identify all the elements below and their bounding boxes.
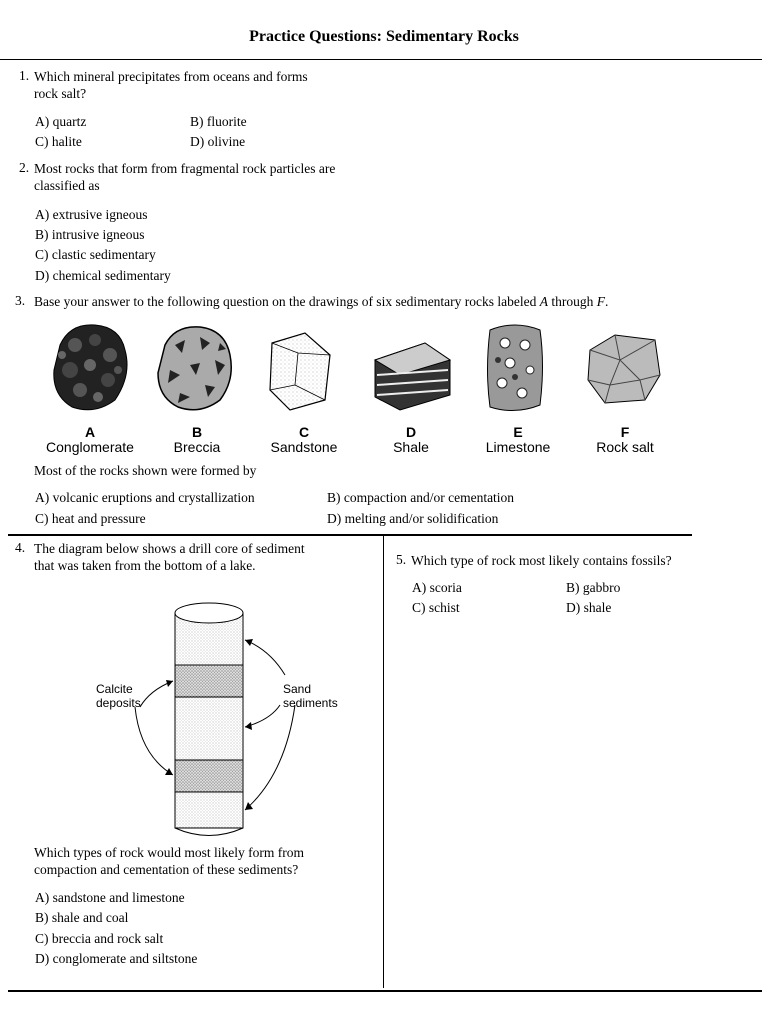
footer-divider (8, 990, 762, 992)
q3-option-c[interactable]: C) heat and pressure (35, 511, 146, 526)
rock-label-d (351, 425, 471, 455)
q4-stem-line1: Which types of rock would most likely form from (34, 845, 304, 860)
q1-option-c[interactable]: C) halite (35, 134, 82, 149)
q5-number: 5. (396, 552, 407, 567)
rock-shale-drawing (375, 343, 450, 410)
rock-label-f (565, 425, 685, 455)
core-bottom-curve (175, 828, 243, 836)
q1-text (34, 68, 308, 102)
q4-option-b[interactable]: B) shale and coal (35, 910, 129, 925)
q4-stem (34, 844, 304, 878)
core-calcite-layer-lower (175, 760, 243, 792)
q3-text-end: . (605, 294, 609, 309)
label-calcite-line1: Calcite (96, 682, 133, 696)
q5-option-b[interactable]: B) gabbro (566, 580, 621, 595)
label-calcite-deposits (96, 682, 141, 710)
q2-number: 2. (19, 160, 30, 175)
q2-text-line1: Most rocks that form from fragmental rock particles are (34, 161, 336, 176)
q3-stem: Most of the rocks shown were formed by (34, 463, 257, 478)
rock-letter-f: F (620, 424, 630, 440)
core-calcite-layer-upper (175, 665, 243, 697)
q2-option-b[interactable]: B) intrusive igneous (35, 227, 145, 242)
rock-letter-b: B (191, 424, 203, 440)
label-sand-line2: sediments (283, 696, 338, 710)
rock-letter-d: D (405, 424, 417, 440)
q4-text-line2: that was taken from the bottom of a lake. (34, 558, 256, 573)
q3-option-a[interactable]: A) volcanic eruptions and crystallization (35, 490, 255, 505)
rock-name-e: Limestone (485, 439, 551, 455)
rock-salt-drawing (588, 335, 660, 403)
q3-text-a: A (539, 294, 549, 309)
page-title: Practice Questions: Sedimentary Rocks (249, 28, 519, 45)
label-calcite-line2: deposits (96, 696, 141, 710)
q1-option-d[interactable]: D) olivine (190, 134, 246, 149)
core-body (175, 613, 243, 828)
q4-text (34, 540, 305, 574)
q5-option-d[interactable]: D) shale (566, 600, 612, 615)
rock-name-c: Sandstone (270, 439, 338, 455)
core-top (175, 603, 243, 623)
q4-option-d[interactable]: D) conglomerate and siltstone (35, 951, 198, 966)
q4-option-a[interactable]: A) sandstone and limestone (35, 890, 185, 905)
q5-text: Which type of rock most likely contains fossils? (411, 553, 672, 568)
rock-name-a: Conglomerate (46, 439, 134, 455)
q1-text-line2: rock salt? (34, 86, 87, 101)
q3-text-f: F (596, 294, 606, 309)
rock-label-a (30, 425, 150, 455)
rock-name-b: Breccia (173, 439, 221, 455)
q1-option-a[interactable]: A) quartz (35, 114, 87, 129)
rock-label-e (458, 425, 578, 455)
title-divider (0, 59, 762, 60)
drill-core-diagram (80, 595, 370, 845)
rock-breccia-drawing (158, 327, 231, 410)
q3-number: 3. (15, 293, 26, 308)
column-divider (383, 536, 384, 988)
label-sand-sediments (283, 682, 338, 710)
q1-number: 1. (19, 68, 30, 83)
q3-text-mid: through (548, 294, 597, 309)
q4-text-line1: The diagram below shows a drill core of sediment (34, 541, 305, 556)
q4-number: 4. (15, 540, 26, 555)
q2-option-c[interactable]: C) clastic sedimentary (35, 247, 156, 262)
rock-limestone-drawing (488, 325, 543, 411)
section-divider (8, 534, 692, 536)
q3-option-b[interactable]: B) compaction and/or cementation (327, 490, 515, 505)
q1-text-line1: Which mineral precipitates from oceans and forms (34, 69, 308, 84)
q2-option-a[interactable]: A) extrusive igneous (35, 207, 148, 222)
q4-stem-line2: compaction and cementation of these sediments? (34, 862, 299, 877)
rock-letter-c: C (298, 424, 310, 440)
label-sand-line1: Sand (283, 682, 312, 696)
rock-name-d: Shale (393, 439, 429, 455)
q1-option-b[interactable]: B) fluorite (190, 114, 247, 129)
rock-conglomerate-drawing (54, 325, 127, 410)
q3-option-d[interactable]: D) melting and/or solidification (327, 511, 499, 526)
q2-text (34, 160, 335, 194)
q3-text (34, 293, 608, 310)
q2-option-d[interactable]: D) chemical sedimentary (35, 268, 171, 283)
rock-drawings-figure (40, 315, 680, 425)
q5-option-c[interactable]: C) schist (412, 600, 460, 615)
rock-label-c (244, 425, 364, 455)
rock-sandstone-drawing (270, 333, 330, 410)
q2-text-line2: classified as (34, 178, 100, 193)
rock-letter-a: A (84, 424, 96, 440)
rock-letter-e: E (513, 424, 523, 440)
q3-text-pre: Base your answer to the following question on the drawings of six sedimentary rocks labeled (34, 294, 540, 309)
rock-name-f: Rock salt (596, 439, 654, 455)
rock-label-b (137, 425, 257, 455)
q4-option-c[interactable]: C) breccia and rock salt (35, 931, 164, 946)
q5-option-a[interactable]: A) scoria (412, 580, 462, 595)
